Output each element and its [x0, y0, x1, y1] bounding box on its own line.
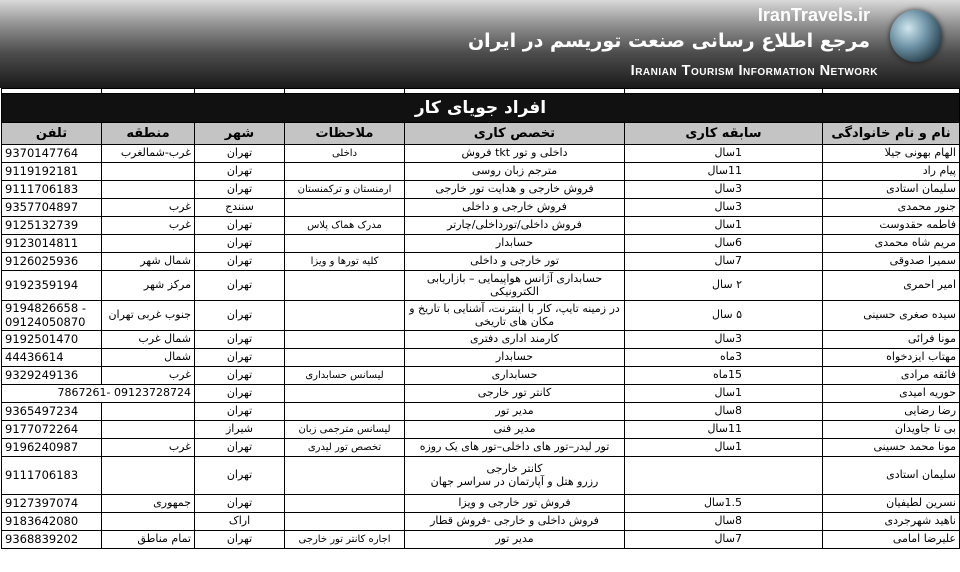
cell-name: مونا فرائی [823, 331, 960, 349]
cell-city: تهران [195, 163, 285, 181]
site-name: IranTravels.ir [757, 5, 870, 25]
cell-name: مونا محمد حسینی [823, 439, 960, 457]
table-row [2, 513, 960, 531]
globe-logo-icon [890, 10, 942, 62]
cell-notes: ارمنستان و ترکمنستان [285, 181, 405, 199]
cell-experience: 11سال [625, 421, 823, 439]
cell-specialty: مترجم زبان روسی [405, 163, 625, 181]
cell-experience: ۲ سال [625, 271, 823, 301]
table-row [2, 253, 960, 271]
cell-notes: لیسانس مترجمی زبان [285, 421, 405, 439]
cell-phone: 9119192181 [2, 163, 102, 181]
table-row [2, 331, 960, 349]
cell-phone: 9192359194 [2, 271, 102, 301]
cell-region: جمهوری [102, 495, 195, 513]
cell-specialty: داخلی و تور tkt فروش [405, 145, 625, 163]
col-header-phone: تلفن [2, 123, 102, 145]
cell-phone: 9123014811 [2, 235, 102, 253]
cell-experience: 11سال [625, 163, 823, 181]
cell-experience: 8سال [625, 513, 823, 531]
cell-experience: 1سال [625, 217, 823, 235]
cell-specialty: تور لیدر–تور های داخلی–تور های یک روزه [405, 439, 625, 457]
cell-phone: 9183642080 [2, 513, 102, 531]
cell-specialty: مدیر تور [405, 403, 625, 421]
cell-notes: تخصص تور لیدری [285, 439, 405, 457]
cell-city: تهران [195, 385, 285, 403]
cell-experience [625, 457, 823, 495]
cell-region [102, 181, 195, 199]
cell-specialty: فروش داخلی و خارجی -فروش قطار [405, 513, 625, 531]
cell-phone: 9125132739 [2, 217, 102, 235]
cell-name: سلیمان استادی [823, 181, 960, 199]
cell-experience: 1سال [625, 385, 823, 403]
table-row [2, 385, 960, 403]
cell-notes [285, 349, 405, 367]
cell-notes [285, 457, 405, 495]
cell-city: تهران [195, 271, 285, 301]
cell-name: پیام راد [823, 163, 960, 181]
cell-experience: 3سال [625, 331, 823, 349]
table-row [2, 145, 960, 163]
cell-region: مرکز شهر [102, 271, 195, 301]
cell-name: رضا رضایی [823, 403, 960, 421]
cell-name: سمیرا صدوقی [823, 253, 960, 271]
cell-city: تهران [195, 253, 285, 271]
cell-city: تهران [195, 495, 285, 513]
cell-name: امیر احمری [823, 271, 960, 301]
cell-specialty: در زمینه تایپ، کار با اینترنت، آشنایی با تاریخ و مکان های تاریخی [405, 301, 625, 331]
cell-specialty: کانتر خارجی رزرو هتل و آپارتمان در سراسر جهان [405, 457, 625, 495]
cell-region [102, 421, 195, 439]
cell-region [102, 457, 195, 495]
cell-city: تهران [195, 301, 285, 331]
cell-phone: 9365497234 [2, 403, 102, 421]
cell-name: الهام بهونی جیلا [823, 145, 960, 163]
cell-specialty: حسابدار [405, 349, 625, 367]
cell-phone: 9196240987 [2, 439, 102, 457]
cell-region: غرب [102, 217, 195, 235]
table-row [2, 271, 960, 301]
cell-notes [285, 513, 405, 531]
cell-region: غرب [102, 367, 195, 385]
cell-phone: 9194826658 - 09124050870 [2, 301, 102, 331]
cell-city: اراک [195, 513, 285, 531]
cell-name: مهتاب ایزدخواه [823, 349, 960, 367]
cell-region: تمام مناطق [102, 531, 195, 549]
cell-experience: 3ماه [625, 349, 823, 367]
cell-specialty: فروش خارجی و هدایت تور خارجی [405, 181, 625, 199]
col-header-experience: سابقه کاری [625, 123, 823, 145]
cell-phone: 9111706183 [2, 457, 102, 495]
cell-notes [285, 403, 405, 421]
cell-name: سیده صغری حسینی [823, 301, 960, 331]
cell-region [102, 513, 195, 531]
cell-city: تهران [195, 439, 285, 457]
cell-notes: کلیه تورها و ویزا [285, 253, 405, 271]
cell-name: علیرضا امامی [823, 531, 960, 549]
cell-name: فاطمه حقدوست [823, 217, 960, 235]
table-header-row [2, 123, 960, 145]
cell-notes [285, 271, 405, 301]
cell-name: جنور محمدی [823, 199, 960, 217]
cell-region: شمال شهر [102, 253, 195, 271]
cell-city: تهران [195, 181, 285, 199]
cell-city: تهران [195, 217, 285, 235]
cell-phone: 9368839202 [2, 531, 102, 549]
table-row [2, 181, 960, 199]
cell-notes [285, 385, 405, 403]
cell-phone: 9177072264 [2, 421, 102, 439]
banner-title-fa: مرجع اطلاع رسانی صنعت توریسم در ایران [467, 30, 870, 52]
cell-name: ناهید شهرجردی [823, 513, 960, 531]
cell-city: تهران [195, 531, 285, 549]
table-row [2, 367, 960, 385]
cell-phone: 9192501470 [2, 331, 102, 349]
cell-specialty: مدیر تور [405, 531, 625, 549]
cell-phone: 9329249136 [2, 367, 102, 385]
cell-name: بی تا جاویدان [823, 421, 960, 439]
cell-name: فائقه مرادی [823, 367, 960, 385]
cell-specialty: تور خارجی و داخلی [405, 253, 625, 271]
cell-experience: 1.5سال [625, 495, 823, 513]
table-row [2, 421, 960, 439]
cell-experience: 6سال [625, 235, 823, 253]
cell-city: سنندج [195, 199, 285, 217]
table-title: افراد جویای کار [2, 94, 960, 123]
cell-experience: 7سال [625, 253, 823, 271]
cell-notes [285, 301, 405, 331]
cell-region [102, 235, 195, 253]
cell-region: شمال غرب [102, 331, 195, 349]
cell-experience: 3سال [625, 199, 823, 217]
job-seekers-table [1, 88, 960, 549]
col-header-city: شهر [195, 123, 285, 145]
cell-name: مریم شاه محمدی [823, 235, 960, 253]
cell-experience: 15ماه [625, 367, 823, 385]
cell-city: تهران [195, 349, 285, 367]
cell-region: غرب [102, 439, 195, 457]
cell-notes [285, 495, 405, 513]
cell-region [102, 163, 195, 181]
cell-specialty: مدیر فنی [405, 421, 625, 439]
table-row [2, 235, 960, 253]
cell-specialty: حسابداری آژانس هواپیمایی – بازاریابی الکترونیکی [405, 271, 625, 301]
cell-experience: 8سال [625, 403, 823, 421]
cell-phone: 7867261- 09123728724 [2, 385, 195, 403]
cell-notes: مدرک هماک پلاس [285, 217, 405, 235]
col-header-notes: ملاحظات [285, 123, 405, 145]
cell-specialty: حسابداری [405, 367, 625, 385]
cell-experience: 1سال [625, 145, 823, 163]
cell-notes [285, 199, 405, 217]
cell-region: غرب [102, 199, 195, 217]
cell-city: تهران [195, 331, 285, 349]
cell-experience: ۵ سال [625, 301, 823, 331]
banner-title-en: Iranian Tourism Information Network [630, 63, 878, 79]
site-banner [0, 0, 960, 88]
table-row [2, 495, 960, 513]
cell-specialty: حسابدار [405, 235, 625, 253]
cell-notes: داخلی [285, 145, 405, 163]
cell-region: جنوب غربی تهران [102, 301, 195, 331]
col-header-specialty: تخصص کاری [405, 123, 625, 145]
cell-notes: اجاره کانتر تور خارجی [285, 531, 405, 549]
col-header-region: منطقه [102, 123, 195, 145]
cell-specialty: فروش داخلی/تورداخلی/چارتر [405, 217, 625, 235]
cell-region [102, 403, 195, 421]
cell-phone: 9357704897 [2, 199, 102, 217]
table-row [2, 163, 960, 181]
cell-city: تهران [195, 403, 285, 421]
cell-phone: 9111706183 [2, 181, 102, 199]
cell-experience: 7سال [625, 531, 823, 549]
table-body [2, 145, 960, 549]
table-row [2, 349, 960, 367]
table-row [2, 301, 960, 331]
cell-specialty: فروش تور خارجی و ویزا [405, 495, 625, 513]
cell-specialty: کارمند اداری دفتری [405, 331, 625, 349]
cell-specialty: فروش خارجی و داخلی [405, 199, 625, 217]
cell-notes [285, 235, 405, 253]
cell-experience: 3سال [625, 181, 823, 199]
cell-city: شیراز [195, 421, 285, 439]
cell-experience: 1سال [625, 439, 823, 457]
col-header-name: نام و نام خانوادگی [823, 123, 960, 145]
cell-region: شمال [102, 349, 195, 367]
cell-notes: لیسانس حسابداری [285, 367, 405, 385]
cell-region: غرب-شمالغرب [102, 145, 195, 163]
cell-city: تهران [195, 235, 285, 253]
cell-specialty: کانتر تور خارجی [405, 385, 625, 403]
cell-city: تهران [195, 145, 285, 163]
cell-name: حوریه امیدی [823, 385, 960, 403]
cell-name: نسرین لطیفیان [823, 495, 960, 513]
table-row [2, 531, 960, 549]
cell-phone: 9370147764 [2, 145, 102, 163]
table-row [2, 199, 960, 217]
cell-notes [285, 163, 405, 181]
cell-phone: 9126025936 [2, 253, 102, 271]
table-row [2, 457, 960, 495]
cell-notes [285, 331, 405, 349]
table-row [2, 439, 960, 457]
cell-city: تهران [195, 367, 285, 385]
cell-name: سلیمان استادی [823, 457, 960, 495]
cell-city: تهران [195, 457, 285, 495]
cell-phone: 44436614 [2, 349, 102, 367]
cell-phone: 9127397074 [2, 495, 102, 513]
table-row [2, 403, 960, 421]
table-row [2, 217, 960, 235]
